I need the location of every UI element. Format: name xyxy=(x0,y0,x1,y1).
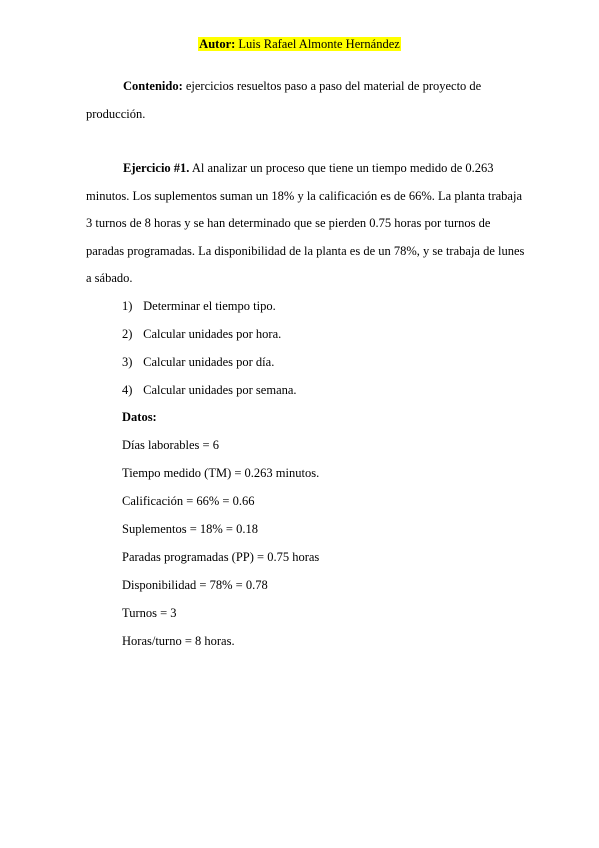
data-heading: Datos: xyxy=(122,410,157,424)
data-line: Turnos = 3 xyxy=(122,606,177,620)
author-name: Luis Rafael Almonte Hernández xyxy=(238,37,400,51)
task-number: 2) xyxy=(122,327,133,341)
task-number: 4) xyxy=(122,383,133,397)
data-line: Disponibilidad = 78% = 0.78 xyxy=(122,578,268,592)
data-line: Días laborables = 6 xyxy=(122,438,219,452)
task-number: 1) xyxy=(122,299,133,313)
content-paragraph xyxy=(86,73,526,128)
author-line xyxy=(0,36,599,52)
task-item xyxy=(122,327,281,342)
task-text: Calcular unidades por hora. xyxy=(143,327,282,341)
content-text: ejercicios resueltos paso a paso del material de proyecto de producción. xyxy=(86,79,482,121)
exercise-label: Ejercicio #1. xyxy=(123,161,190,175)
task-item xyxy=(122,299,276,314)
task-text: Determinar el tiempo tipo. xyxy=(143,299,276,313)
task-item xyxy=(122,383,297,398)
data-line: Horas/turno = 8 horas. xyxy=(122,634,235,648)
data-line: Paradas programadas (PP) = 0.75 horas xyxy=(122,550,320,564)
task-item xyxy=(122,355,274,370)
data-line: Suplementos = 18% = 0.18 xyxy=(122,522,258,536)
data-line: Calificación = 66% = 0.66 xyxy=(122,494,255,508)
author-highlight xyxy=(198,37,401,51)
content-label: Contenido: xyxy=(123,79,183,93)
data-line: Tiempo medido (TM) = 0.263 minutos. xyxy=(122,466,320,480)
author-label: Autor: xyxy=(199,37,236,51)
task-text: Calcular unidades por día. xyxy=(143,355,275,369)
task-number: 3) xyxy=(122,355,133,369)
exercise-text: Al analizar un proceso que tiene un tiempo medido de 0.263 minutos. Los suplementos suman un 18% y la calificación es de 66%. La planta trabaja 3 turnos de 8 horas y se han determinado que se pierden 0.75 horas por turnos de paradas programadas. La disponibilidad de la planta es de un 78%, y se trabaja de lunes a sábado. xyxy=(86,161,525,285)
task-text: Calcular unidades por semana. xyxy=(143,383,297,397)
exercise-paragraph xyxy=(86,155,526,293)
